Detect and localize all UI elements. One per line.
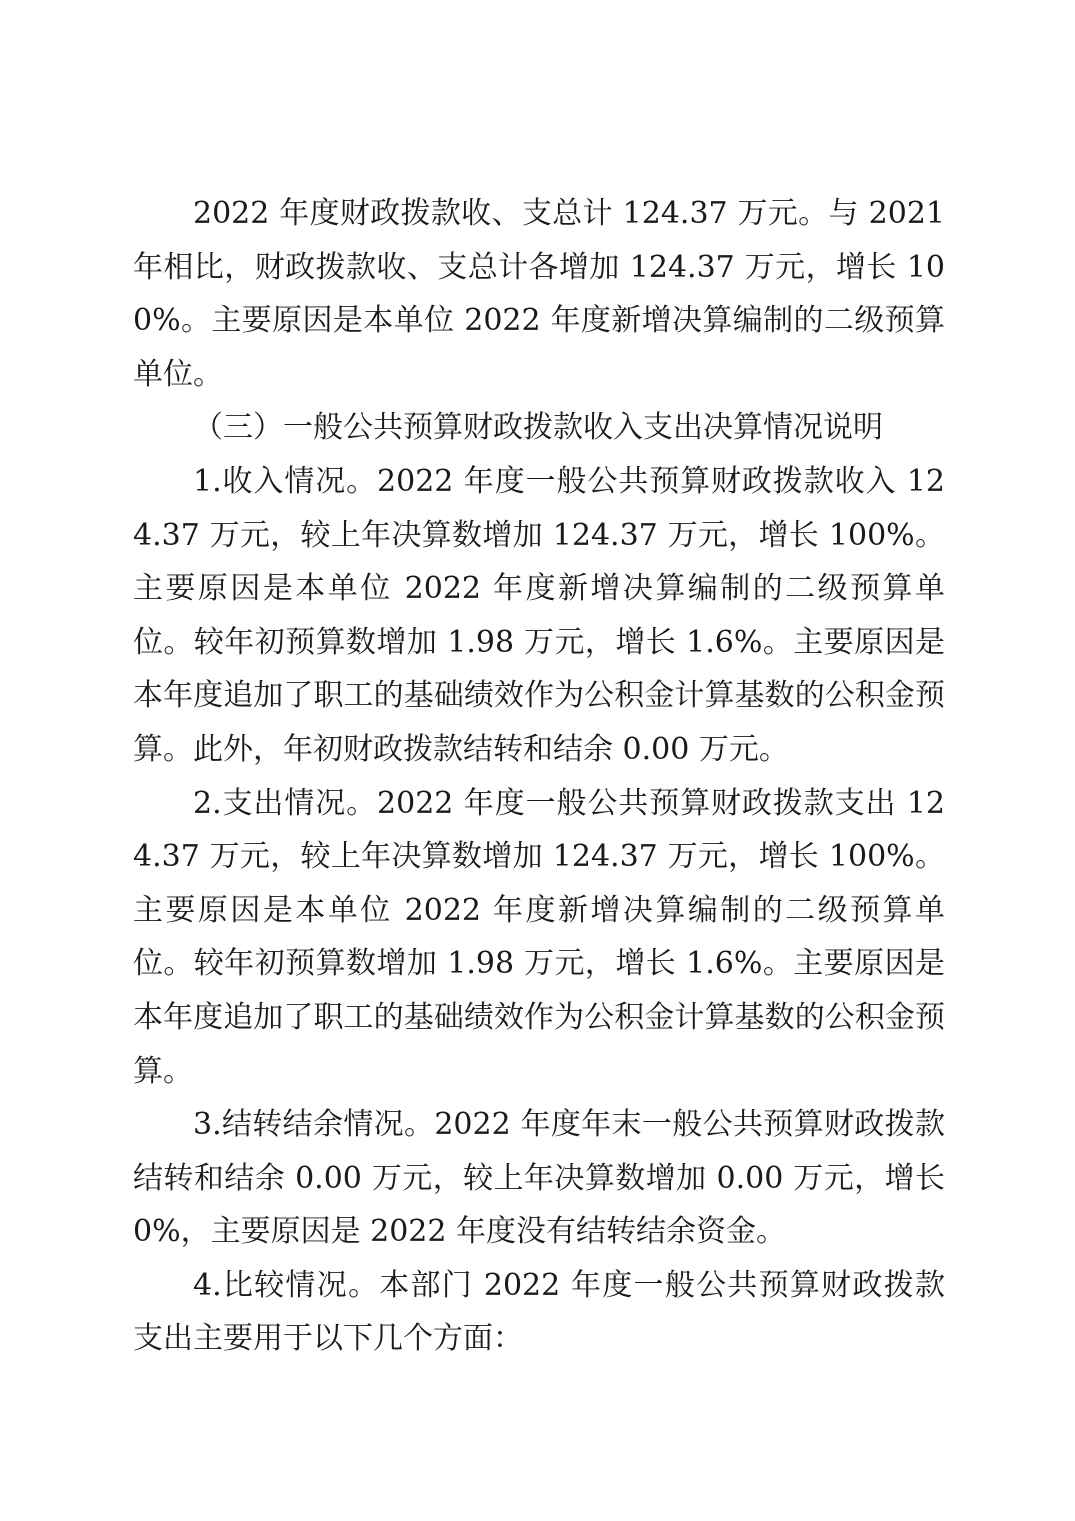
document-body — [133, 187, 945, 1366]
section-heading-3: （三）一般公共预算财政拨款收入支出决算情况说明 — [193, 410, 883, 446]
paragraph-expenditure: 2.支出情况。2022 年度一般公共预算财政拨款支出 124.37 万元，较上年决算数增加 124.37 万元，增长 100%。主要原因是本单位 2022 年度新增决算编制的二级预算单位。较年初预算数增加 1.98 万元，增长 1.6%。主要原因是本年度追加了职工的基础绩效作为公积金计算基数的公积金预算。 — [133, 785, 945, 1089]
paragraph-comparison: 4.比较情况。本部门 2022 年度一般公共预算财政拨款支出主要用于以下几个方面： — [133, 1267, 945, 1357]
paragraph-carryover: 3.结转结余情况。2022 年度年末一般公共预算财政拨款结转和结余 0.00 万元，较上年决算数增加 0.00 万元，增长 0%，主要原因是 2022 年度没有结转结余资金。 — [133, 1107, 945, 1250]
paragraph-income: 1.收入情况。2022 年度一般公共预算财政拨款收入 124.37 万元，较上年决算数增加 124.37 万元，增长 100%。主要原因是本单位 2022 年度新增决算编制的二级预算单位。较年初预算数增加 1.98 万元，增长 1.6%。主要原因是本年度追加了职工的基础绩效作为公积金计算基数的公积金预算。此外，年初财政拨款结转和结余 0.00 万元。 — [133, 463, 945, 767]
paragraph-total-summary: 2022 年度财政拨款收、支总计 124.37 万元。与 2021 年相比，财政拨款收、支总计各增加 124.37 万元，增长 100%。主要原因是本单位 2022 年度新增决算编制的二级预算单位。 — [133, 196, 945, 392]
